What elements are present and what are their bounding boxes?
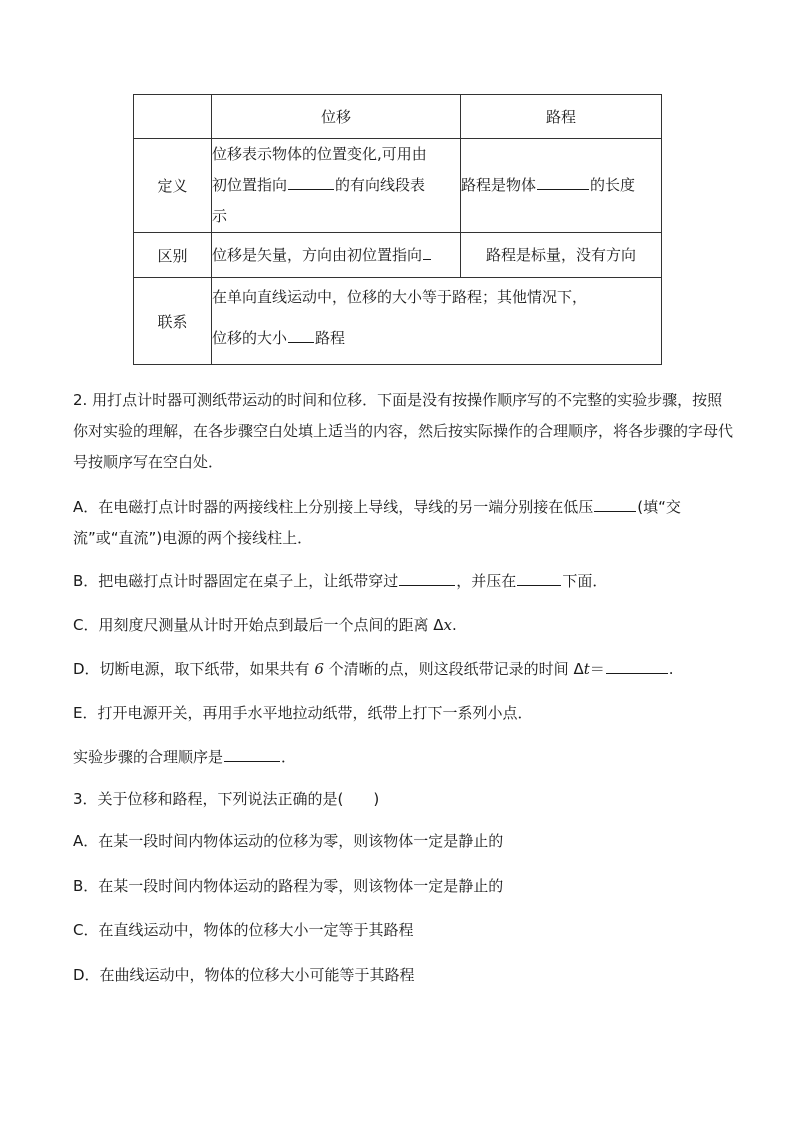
question-3-option-b: B．在某一段时间内物体运动的路程为零，则该物体一定是静止的 xyxy=(73,877,504,895)
question-2-stem: 2. 用打点计时器可测纸带运动的时间和位移．下面是没有按操作顺序写的不完整的实验步骤，按照你对实验的理解，在各步骤空白处填上适当的内容，然后按实际操作的合理顺序，将各步骤的字母代号按顺序写在空白处． xyxy=(73,391,734,471)
header-displacement: 位移 xyxy=(212,95,461,139)
fill-blank[interactable] xyxy=(399,567,455,586)
row-label-definition: 定义 xyxy=(134,139,212,233)
row-label-difference: 区别 xyxy=(134,233,212,278)
definition-displacement-cell: 位移表示物体的位置变化,可用由 初位置指向 的有向线段表 示 xyxy=(212,139,461,233)
table-row-relation xyxy=(134,278,662,365)
question-3-stem: 3．关于位移和路程，下列说法正确的是( ) xyxy=(73,790,380,808)
difference-displacement-cell: 位移是矢量，方向由初位置指向 xyxy=(212,233,461,278)
fill-blank[interactable] xyxy=(537,171,589,190)
relation-cell: 在单向直线运动中，位移的大小等于路程；其他情况下， 位移的大小 路程 xyxy=(212,278,662,365)
fill-blank[interactable] xyxy=(594,493,636,512)
table-header-row xyxy=(134,95,662,139)
fill-blank[interactable] xyxy=(517,567,561,586)
fill-blank[interactable] xyxy=(224,743,280,762)
question-3-option-d: D．在曲线运动中，物体的位移大小可能等于其路程 xyxy=(73,966,415,984)
definition-distance-cell: 路程是物体 的长度 xyxy=(461,139,662,233)
question-2-order: 实验步骤的合理顺序是 ． xyxy=(73,742,733,773)
difference-distance-cell: 路程是标量，没有方向 xyxy=(461,233,662,278)
table-row-definition xyxy=(134,139,662,233)
question-3-option-c: C．在直线运动中，物体的位移大小一定等于其路程 xyxy=(73,921,414,939)
question-2-step-b: B．把电磁打点计时器固定在桌子上，让纸带穿过 ，并压在 下面． xyxy=(73,566,733,597)
question-2-step-a: A．在电磁打点计时器的两接线柱上分别接上导线，导线的另一端分别接在低压 (填“交 流”或“直流”)电源的两个接线柱上． xyxy=(73,492,733,554)
empty-header-cell xyxy=(134,95,212,139)
comparison-table xyxy=(133,94,662,365)
fill-blank[interactable] xyxy=(288,324,314,343)
fill-blank[interactable] xyxy=(423,241,431,260)
fill-blank[interactable] xyxy=(288,171,334,190)
question-3-option-a: A．在某一段时间内物体运动的位移为零，则该物体一定是静止的 xyxy=(73,832,504,850)
question-2-step-e: E．打开电源开关，再用手水平地拉动纸带，纸带上打下一系列小点． xyxy=(73,704,533,722)
question-2-step-d: D．切断电源，取下纸带，如果共有 6 个清晰的点，则这段纸带记录的时间 Δt＝ . xyxy=(73,654,733,685)
fill-blank[interactable] xyxy=(606,655,668,674)
header-distance: 路程 xyxy=(461,95,662,139)
table-row-difference xyxy=(134,233,662,278)
row-label-relation: 联系 xyxy=(134,278,212,365)
question-2-step-c: C．用刻度尺测量从计时开始点到最后一个点间的距离 Δx. xyxy=(73,616,457,634)
